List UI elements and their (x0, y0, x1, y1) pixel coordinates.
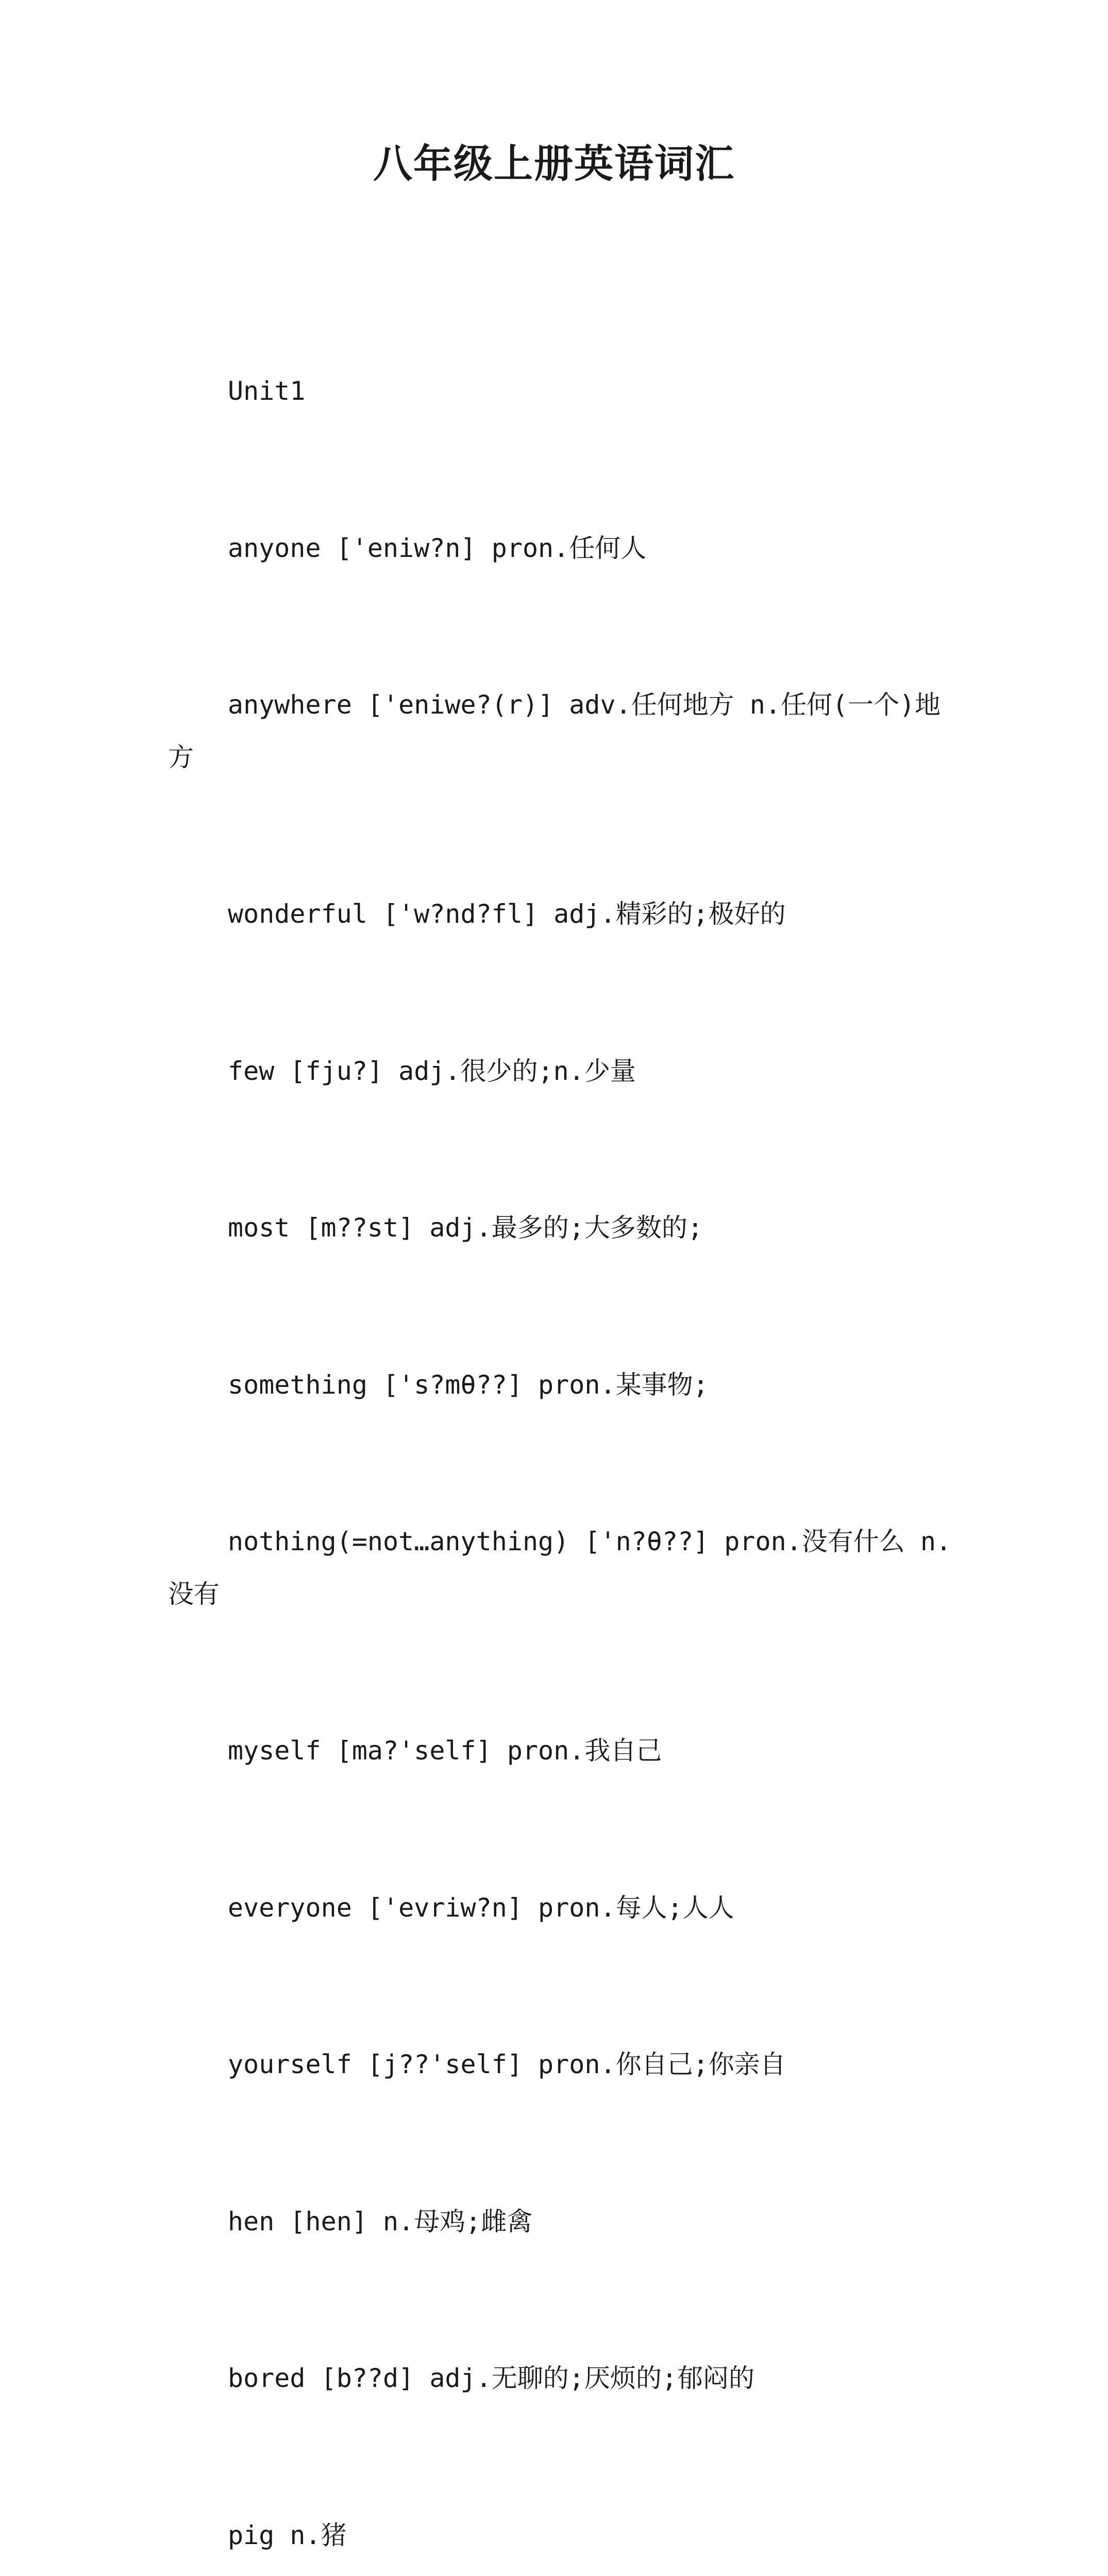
vocab-entry: something ['s?mθ??] pron.某事物; (228, 1369, 709, 1400)
vocab-entry: nothing(=not…anything) ['n?θ??] pron.没有什么 n.没有 (168, 1527, 952, 1609)
vocab-entry: hen [hen] n.母鸡;雌禽 (228, 2206, 533, 2236)
vocab-entry: everyone ['evriw?n] pron.每人;人人 (228, 1892, 734, 1923)
vocab-entry: few [fju?] adj.很少的;n.少量 (228, 1056, 636, 1086)
vocab-entry: wonderful ['w?nd?fl] adj.精彩的;极好的 (228, 899, 786, 929)
vocab-entry: yourself [j??'self] pron.你自己;你亲自 (228, 2049, 786, 2079)
vocab-entry: pig n.猪 (228, 2520, 347, 2550)
page-title: 八年级上册英语词汇 (373, 141, 735, 187)
vocab-entry: bored [b??d] adj.无聊的;厌烦的;郁闷的 (228, 2363, 754, 2393)
vocab-entry: most [m??st] adj.最多的;大多数的; (228, 1213, 703, 1243)
vocab-entry: myself [ma?'self] pron.我自己 (228, 1736, 662, 1766)
vocabulary-list (168, 261, 956, 2576)
vocab-entry: anywhere ['eniwe?(r)] adv.任何地方 n.任何(一个)地方 (168, 690, 941, 772)
unit-heading: Unit1 (228, 376, 306, 406)
vocab-entry: anyone ['eniw?n] pron.任何人 (228, 533, 647, 563)
